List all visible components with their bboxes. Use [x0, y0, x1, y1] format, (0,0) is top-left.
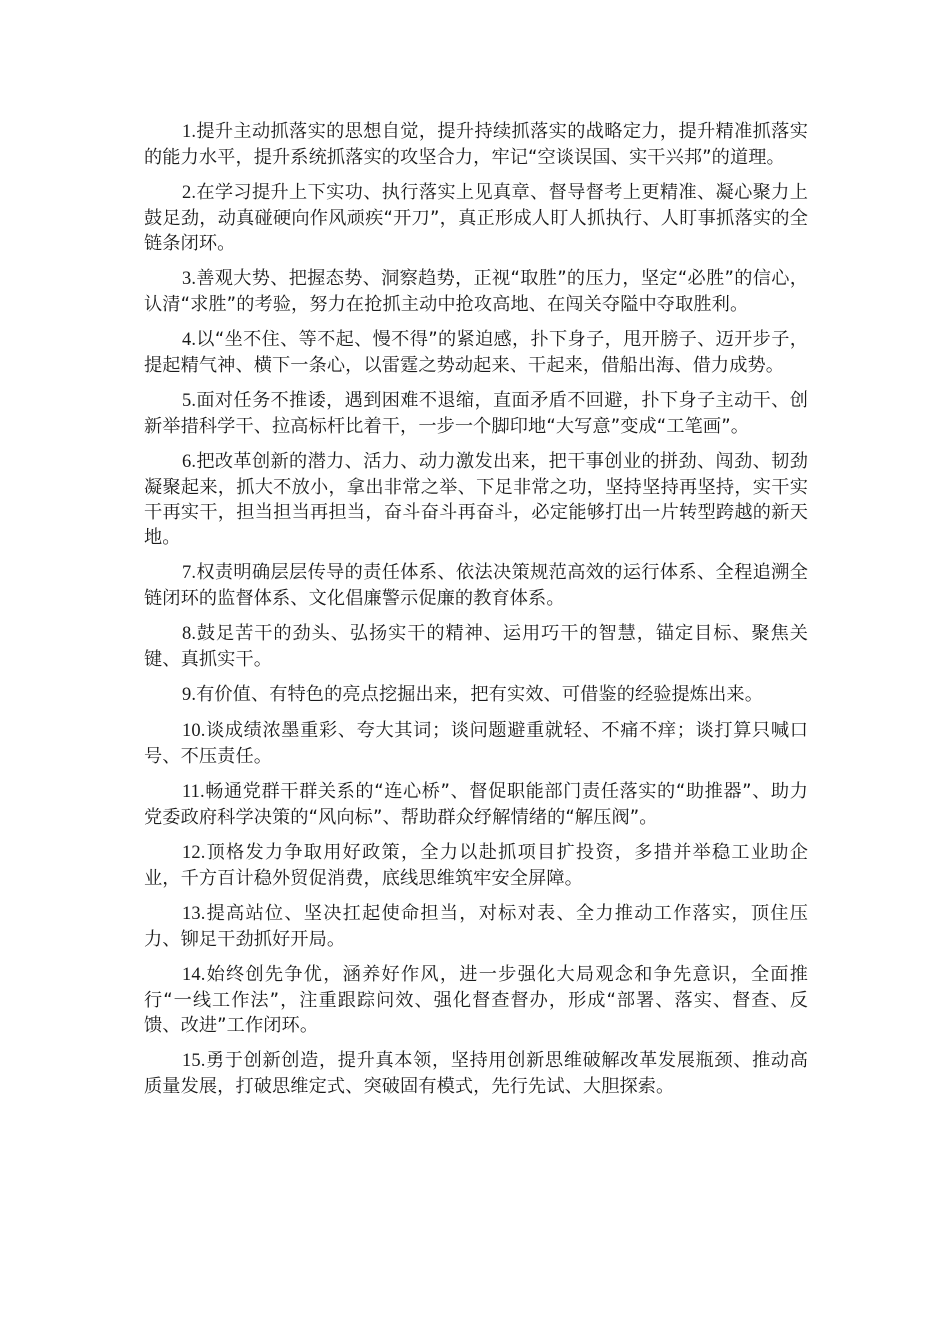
item-number: 8. [182, 624, 197, 644]
item-number: 4. [182, 330, 197, 350]
item-number: 11. [182, 782, 205, 802]
item-number: 2. [182, 183, 197, 203]
item-number: 3. [182, 269, 197, 289]
paragraph-11 [144, 779, 808, 830]
paragraph-2 [144, 180, 808, 256]
item-text: 畅通党群干群关系的“连心桥”、督促职能部门责任落实的“助推器”、助力党委政府科学决策的“风向标”、帮助群众纾解情绪的“解压阀”。 [144, 781, 808, 828]
paragraph-14 [144, 962, 808, 1038]
item-number: 9. [182, 685, 197, 705]
item-text: 在学习提升上下实功、执行落实上见真章、督导督考上更精准、凝心聚力上鼓足劲，动真碰硬向作风顽疾“开刀”，真正形成人盯人抓执行、人盯事抓落实的全链条闭环。 [144, 182, 808, 254]
item-number: 6. [182, 452, 197, 472]
item-text: 谈成绩浓墨重彩、夸大其词；谈问题避重就轻、不痛不痒；谈打算只喊口号、不压责任。 [144, 720, 808, 767]
paragraph-1 [144, 119, 808, 170]
item-number: 15. [182, 1051, 206, 1071]
paragraph-6 [144, 449, 808, 550]
item-number: 10. [182, 721, 206, 741]
item-text: 提升主动抓落实的思想自觉，提升持续抓落实的战略定力，提升精准抓落实的能力水平，提升系统抓落实的攻坚合力，牢记“空谈误国、实干兴邦”的道理。 [144, 121, 808, 168]
item-text: 勇于创新创造，提升真本领，坚持用创新思维破解改革发展瓶颈、推动高质量发展，打破思维定式、突破固有模式，先行先试、大胆探索。 [144, 1050, 808, 1097]
item-number: 1. [182, 122, 197, 142]
item-number: 13. [182, 904, 206, 924]
paragraph-9 [144, 682, 808, 708]
item-text: 提高站位、坚决扛起使命担当，对标对表、全力推动工作落实，顶住压力、铆足干劲抓好开局。 [144, 903, 808, 950]
item-text: 把改革创新的潜力、活力、动力激发出来，把干事创业的拼劲、闯劲、韧劲凝聚起来，抓大不放小，拿出非常之举、下足非常之功，坚持坚持再坚持，实干实干再实干，担当担当再担当，奋斗奋斗再奋斗，必定能够打出一片转型跨越的新天地。 [144, 451, 808, 548]
item-number: 14. [182, 965, 206, 985]
item-text: 顶格发力争取用好政策，全力以赴抓项目扩投资，多措并举稳工业助企业，千方百计稳外贸促消费，底线思维筑牢安全屏障。 [144, 842, 808, 889]
paragraph-5 [144, 388, 808, 439]
paragraph-13 [144, 901, 808, 952]
item-number: 12. [182, 843, 206, 863]
item-text: 有价值、有特色的亮点挖掘出来，把有实效、可借鉴的经验提炼出来。 [196, 684, 763, 705]
item-text: 以“坐不住、等不起、慢不得”的紧迫感，扑下身子，甩开膀子、迈开步子，提起精气神、横下一条心，以雷霆之势动起来、干起来，借船出海、借力成势。 [144, 329, 808, 376]
item-text: 鼓足苦干的劲头、弘扬实干的精神、运用巧干的智慧，锚定目标、聚焦关键、真抓实干。 [144, 623, 808, 670]
item-text: 善观大势、把握态势、洞察趋势，正视“取胜”的压力，坚定“必胜”的信心，认清“求胜”的考验，努力在抢抓主动中抢攻高地、在闯关夺隘中夺取胜利。 [144, 268, 808, 315]
item-text: 面对任务不推诿，遇到困难不退缩，直面矛盾不回避，扑下身子主动干、创新举措科学干、拉高标杆比着干，一步一个脚印地“大写意”变成“工笔画”。 [144, 390, 808, 437]
document-body [144, 119, 808, 1109]
paragraph-8 [144, 621, 808, 672]
paragraph-3 [144, 266, 808, 317]
item-number: 7. [182, 563, 197, 583]
item-text: 权责明确层层传导的责任体系、依法决策规范高效的运行体系、全程追溯全链闭环的监督体系、文化倡廉警示促廉的教育体系。 [144, 562, 808, 609]
paragraph-10 [144, 718, 808, 769]
paragraph-15 [144, 1048, 808, 1099]
item-number: 5. [182, 391, 197, 411]
paragraph-4 [144, 327, 808, 378]
item-text: 始终创先争优，涵养好作风，进一步强化大局观念和争先意识，全面推行“一线工作法”，注重跟踪问效、强化督查督办，形成“部署、落实、督查、反馈、改进”工作闭环。 [144, 964, 808, 1036]
paragraph-12 [144, 840, 808, 891]
paragraph-7 [144, 560, 808, 611]
